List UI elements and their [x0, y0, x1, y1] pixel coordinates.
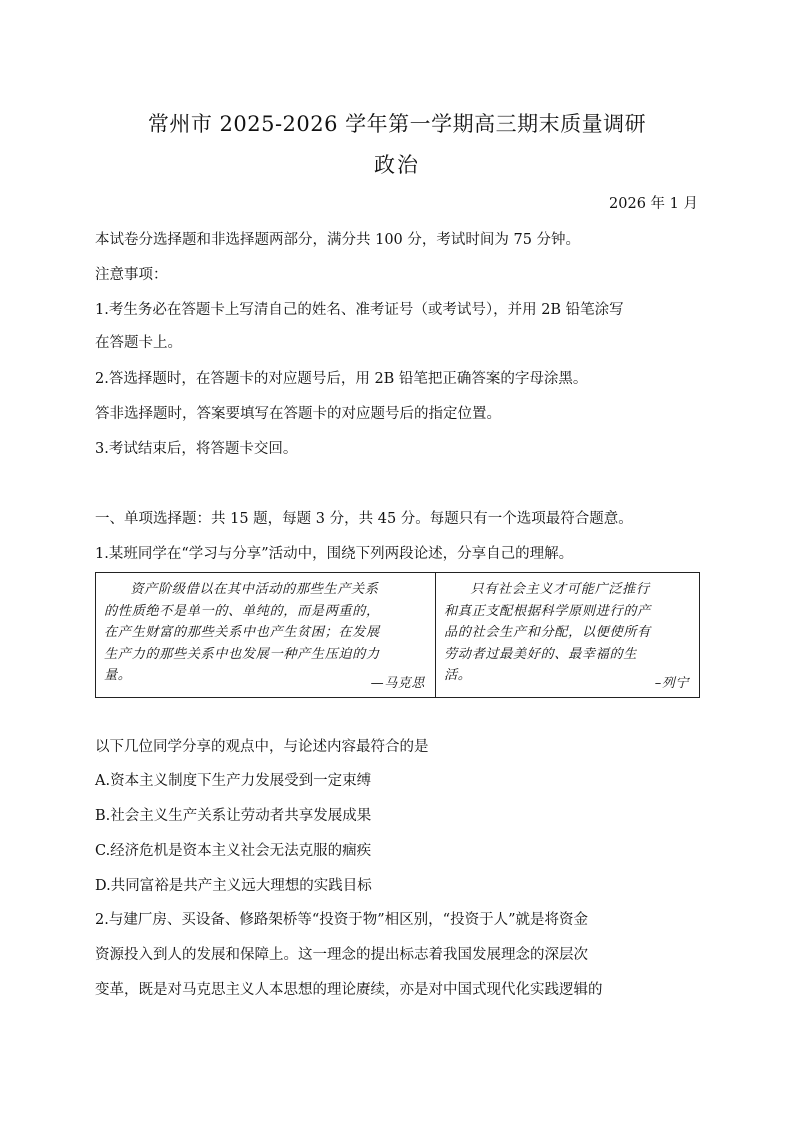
exam-intro: 本试卷分选择题和非选择题两部分，满分共 100 分，考试时间为 75 分钟。: [95, 232, 581, 248]
question-2-line-2: 资源投入到人的发展和保障上。这一理念的提出标志着我国发展理念的深层次: [95, 947, 588, 963]
quote-lenin-line: 只有社会主义才可能广泛推行: [470, 582, 650, 597]
notice-heading: 注意事项：: [95, 267, 168, 283]
notice-item-3: 3.考试结束后，将答题卡交回。: [95, 441, 298, 457]
quote-marx-author: —马克思: [370, 675, 425, 691]
notice-item-2-line-2: 答非选择题时，答案要填写在答题卡的对应题号后的指定位置。: [95, 406, 501, 422]
question-1-stem: 1.某班同学在“学习与分享”活动中，围绕下列两段论述，分享自己的理解。: [95, 546, 574, 562]
question-1-prompt: 以下几位同学分享的观点中，与论述内容最符合的是: [95, 739, 429, 755]
quote-lenin-line: 品的社会生产和分配，以便使所有: [444, 625, 651, 640]
exam-title: 常州市 2025-2026 学年第一学期高三期末质量调研: [147, 112, 647, 136]
notice-item-2-line-1: 2.答选择题时，在答题卡的对应题号后，用 2B 铅笔把正确答案的字母涂黑。: [95, 371, 588, 387]
quote-marx: [96, 573, 436, 697]
quote-lenin-line: 劳动者过最美好的、最幸福的生: [444, 646, 638, 662]
question-1-option-d: D.共同富裕是共产主义远大理想的实践目标: [95, 878, 372, 894]
quote-lenin-line: 和真正支配根据科学原则进行的产: [444, 603, 651, 619]
question-1-option-b: B.社会主义生产关系让劳动者共享发展成果: [95, 808, 372, 824]
quote-marx-line: 量。: [104, 668, 132, 683]
quote-lenin-line: 活。: [444, 668, 472, 683]
section-heading: 一、单项选择题：共 15 题，每题 3 分，共 45 分。每题只有一个选项最符合题意。: [95, 511, 633, 527]
quote-lenin: [436, 573, 699, 697]
quote-marx-line: 在产生财富的那些关系中也产生贫困；在发展: [104, 625, 380, 640]
quote-marx-line: 的性质绝不是单一的、单纯的，而是两重的，: [104, 603, 380, 619]
question-1-option-a: A.资本主义制度下生产力发展受到一定束缚: [95, 773, 372, 789]
exam-subject: 政治: [374, 153, 420, 177]
question-1-option-c: C.经济危机是资本主义社会无法克服的痼疾: [95, 843, 372, 859]
quote-lenin-author: –列宁: [654, 675, 689, 691]
notice-item-1-line-1: 1.考生务必在答题卡上写清自己的姓名、准考证号（或考试号），并用 2B 铅笔涂写: [95, 302, 624, 318]
quote-table: [95, 572, 700, 698]
notice-item-1-line-2: 在答题卡上。: [95, 335, 182, 351]
quote-marx-line: 资产阶级借以在其中活动的那些生产关系: [130, 582, 379, 597]
question-2-line-1: 2.与建厂房、买设备、修路架桥等“投资于物”相区别，“投资于人”就是将资金: [95, 912, 588, 928]
quote-marx-line: 生产力的那些关系中也发展一种产生压迫的力: [104, 646, 380, 662]
question-2-line-3: 变革，既是对马克思主义人本思想的理论赓续，亦是对中国式现代化实践逻辑的: [95, 982, 603, 998]
exam-date: 2026 年 1 月: [609, 196, 698, 212]
